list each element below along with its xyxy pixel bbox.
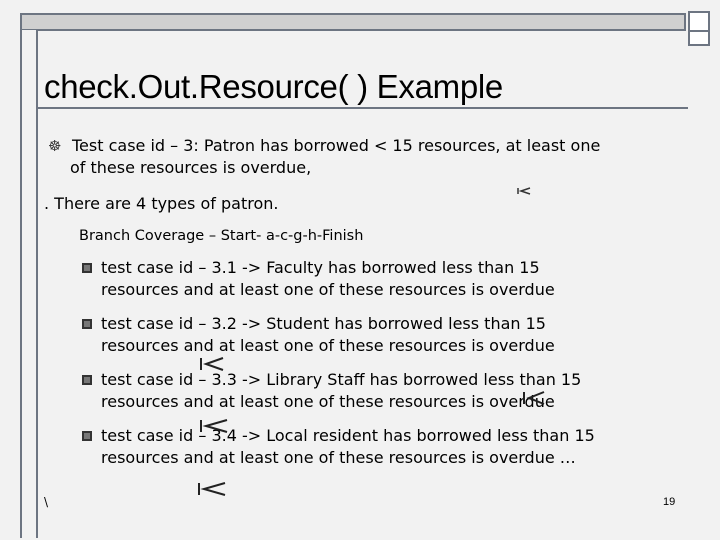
arrow-mark-icon [521, 390, 547, 406]
sub-bullet-2-line1: test case id – 3.2 -> Student has borrowed less than 15 [101, 314, 546, 333]
square-bullet-icon [82, 263, 92, 273]
sub-bullet-4-line2: resources and at least one of these resources is overdue … [101, 448, 576, 467]
sub-bullet-3-line2: resources and at least one of these resources is overdue [101, 392, 555, 411]
sub-bullet-1-line2: resources and at least one of these resources is overdue [101, 280, 555, 299]
decorative-top-bar [20, 13, 686, 31]
decorative-left-bar [20, 30, 38, 538]
sub-bullet-4-line1: test case id – 3.4 -> Local resident has borrowed less than 15 [101, 426, 595, 445]
stray-backslash: \ [44, 495, 49, 509]
title-divider [38, 107, 688, 109]
square-bullet-icon [82, 319, 92, 329]
wheel-bullet-icon: ☸ [48, 137, 62, 155]
main-bullet-line2: of these resources is overdue, [70, 158, 312, 177]
main-bullet-line1: Test case id – 3: Patron has borrowed < 15 resources, at least one [72, 136, 601, 155]
square-bullet-icon [82, 431, 92, 441]
page-number: 19 [663, 496, 676, 508]
arrow-mark-icon [198, 356, 226, 372]
decorative-square [688, 30, 710, 46]
branch-coverage-line: Branch Coverage – Start- a-c-g-h-Finish [79, 228, 364, 244]
patron-types-line: . There are 4 types of patron. [44, 194, 279, 213]
sub-bullet-3-line1: test case id – 3.3 -> Library Staff has borrowed less than 15 [101, 370, 582, 389]
arrow-mark-icon [198, 418, 230, 434]
square-bullet-icon [82, 375, 92, 385]
arrow-mark-icon [196, 481, 228, 497]
sub-bullet-2-line2: resources and at least one of these resources is overdue [101, 336, 555, 355]
slide-title: check.Out.Resource( ) Example [44, 68, 503, 105]
arrow-mark-icon [516, 186, 532, 196]
sub-bullet-1-line1: test case id – 3.1 -> Faculty has borrowed less than 15 [101, 258, 540, 277]
